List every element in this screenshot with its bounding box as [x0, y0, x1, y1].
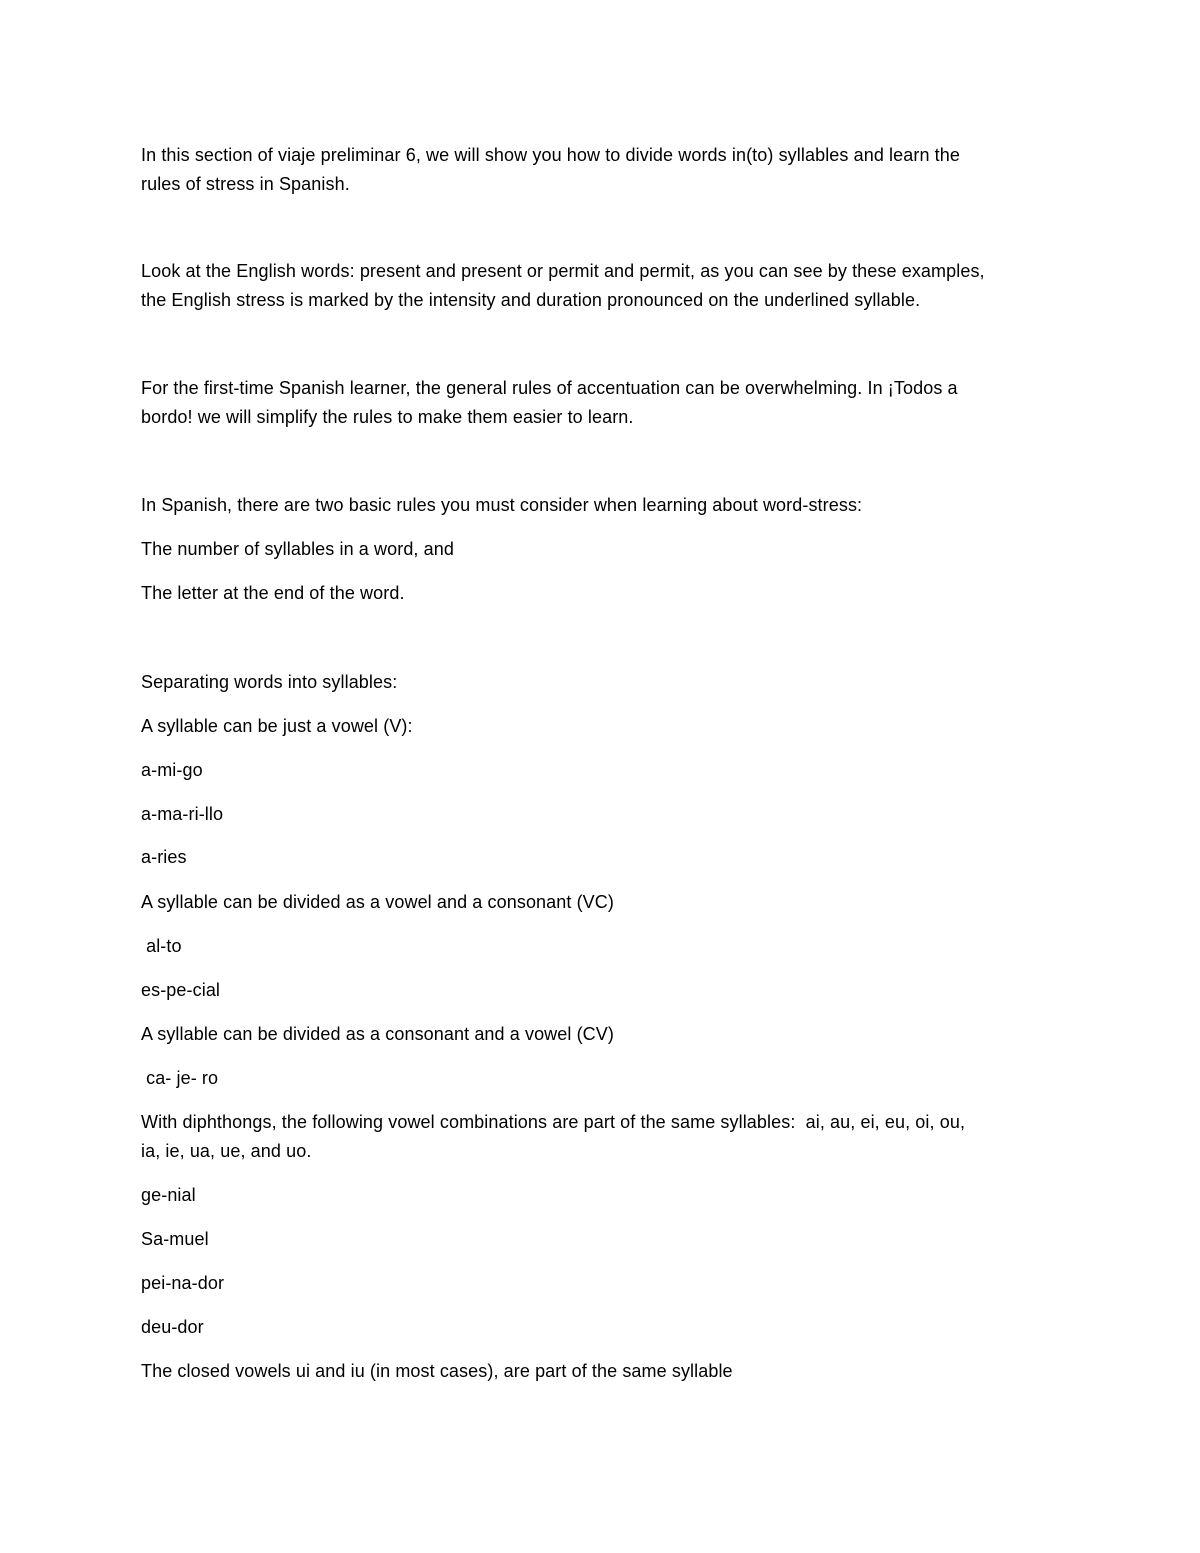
example-amigo: a-mi-go: [141, 760, 203, 780]
cv-syllable-rule: A syllable can be divided as a consonant and a vowel (CV): [141, 1024, 614, 1044]
learner-line-1: For the first-time Spanish learner, the general rules of accentuation can be overwhelming. In ¡Todos a: [141, 378, 958, 398]
example-amarillo: a-ma-ri-llo: [141, 804, 224, 824]
diphthong-line-1: With diphthongs, the following vowel combinations are part of the same syllables: ai, au, ei, eu, oi, ou,: [141, 1112, 966, 1132]
section-heading-syllables: Separating words into syllables:: [141, 672, 398, 692]
example-especial: es-pe-cial: [141, 980, 221, 1000]
example-alto: al-to: [141, 936, 182, 956]
intro-line-2: rules of stress in Spanish.: [141, 174, 350, 194]
learner-line-2: bordo! we will simplify the rules to make them easier to learn.: [141, 407, 634, 427]
rule-syllable-count: The number of syllables in a word, and: [141, 539, 454, 559]
example-deudor: deu-dor: [141, 1317, 204, 1337]
english-stress-line-2: the English stress is marked by the intensity and duration pronounced on the underlined syllable.: [141, 290, 921, 310]
vowel-syllable-rule: A syllable can be just a vowel (V):: [141, 716, 413, 736]
example-genial: ge-nial: [141, 1185, 196, 1205]
closed-vowels-rule: The closed vowels ui and iu (in most cases), are part of the same syllable: [141, 1361, 733, 1381]
example-samuel: Sa-muel: [141, 1229, 209, 1249]
english-stress-line-1: Look at the English words: present and present or permit and permit, as you can see by these examples,: [141, 261, 985, 281]
vc-syllable-rule: A syllable can be divided as a vowel and a consonant (VC): [141, 892, 614, 912]
intro-line-1: In this section of viaje preliminar 6, we will show you how to divide words in(to) syllables and learn the: [141, 145, 960, 165]
rules-intro: In Spanish, there are two basic rules you must consider when learning about word-stress:: [141, 495, 863, 515]
example-aries: a-ries: [141, 847, 187, 867]
example-cajero: ca- je- ro: [141, 1068, 219, 1088]
example-peinador: pei-na-dor: [141, 1273, 225, 1293]
diphthong-line-2: ia, ie, ua, ue, and uo.: [141, 1141, 312, 1161]
rule-end-letter: The letter at the end of the word.: [141, 583, 405, 603]
